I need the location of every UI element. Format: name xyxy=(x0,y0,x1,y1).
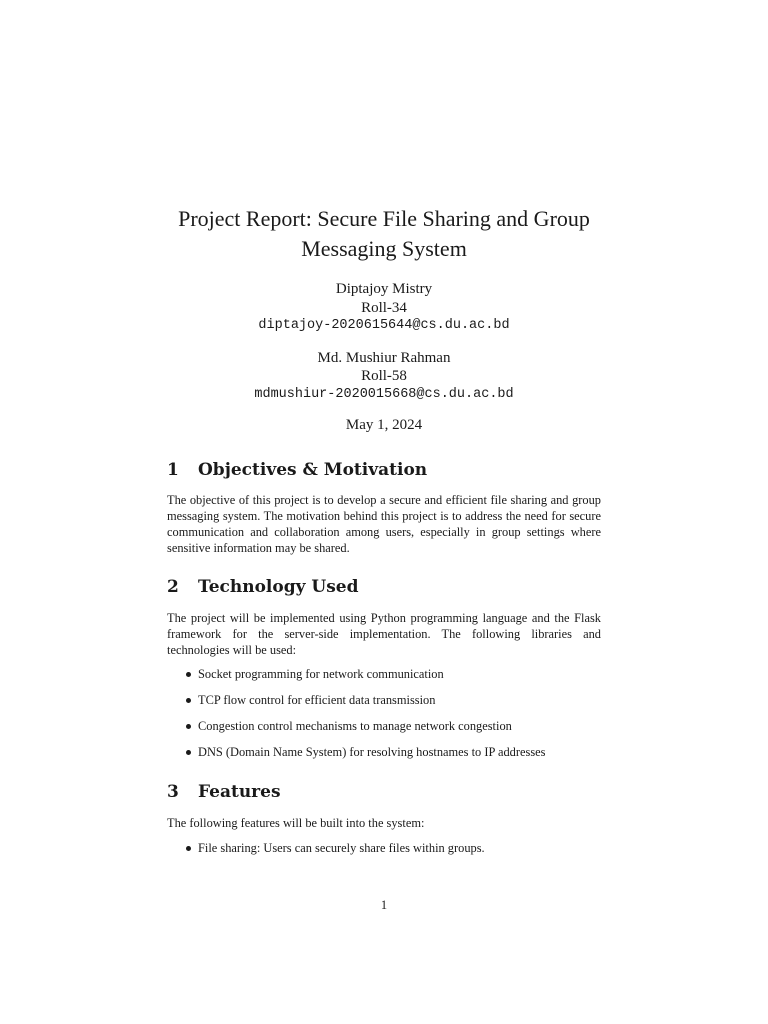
author-email: diptajoy-2020615644@cs.du.ac.bd xyxy=(258,318,510,333)
document-title: Project Report: Secure File Sharing and Group Messaging System xyxy=(178,206,590,261)
section-title: Features xyxy=(198,782,281,802)
bullet-icon xyxy=(186,672,191,677)
bullet-icon xyxy=(186,724,191,729)
author-roll: Roll-58 xyxy=(361,368,407,384)
section-technology-body xyxy=(167,610,601,658)
section-paragraph: The objective of this project is to develop a secure and efficient file sharing and group messaging system. The motivation behind this project is to address the need for secure communication and collaboration among users, especially in group settings where sensitive information may be shared. xyxy=(167,493,601,555)
title-block xyxy=(160,204,608,434)
section-features-body xyxy=(167,815,601,831)
section-technology xyxy=(167,576,601,598)
bullet-icon xyxy=(186,846,191,851)
author-name: Diptajoy Mistry xyxy=(335,281,433,297)
list-item: Congestion control mechanisms to manage network congestion xyxy=(167,718,601,734)
section-paragraph: The following features will be built into the system: xyxy=(167,816,425,830)
section-number: 3 xyxy=(167,782,179,802)
list-item: DNS (Domain Name System) for resolving hostnames to IP addresses xyxy=(167,744,601,760)
section-features xyxy=(167,781,601,803)
document-date: May 1, 2024 xyxy=(345,417,423,433)
author-roll: Roll-34 xyxy=(361,299,407,316)
page-number: 1 xyxy=(380,898,388,912)
list-item: File sharing: Users can securely share files within groups. xyxy=(167,840,601,856)
section-paragraph: The project will be implemented using Python programming language and the Flask framework for the server-side implementation. The following libraries and technologies will be used: xyxy=(167,611,601,657)
section-objectives-body xyxy=(167,492,601,556)
author-block xyxy=(160,349,608,405)
section-objectives xyxy=(167,459,601,481)
list-item: TCP flow control for efficient data transmission xyxy=(167,692,601,708)
list-item: Socket programming for network communication xyxy=(167,666,601,682)
features-list xyxy=(167,840,601,866)
bullet-icon xyxy=(186,750,191,755)
bullet-list xyxy=(167,840,601,856)
section-heading xyxy=(167,576,601,598)
author-block xyxy=(160,280,608,336)
bullet-icon xyxy=(186,698,191,703)
author-email: mdmushiur-2020015668@cs.du.ac.bd xyxy=(254,386,514,402)
section-heading xyxy=(167,459,601,481)
technology-list xyxy=(167,666,601,770)
section-number: 1 xyxy=(167,460,179,480)
author-name: Md. Mushiur Rahman xyxy=(317,349,451,366)
bullet-list xyxy=(167,666,601,760)
section-number: 2 xyxy=(167,577,179,597)
section-title: Technology Used xyxy=(198,577,359,597)
section-title: Objectives & Motivation xyxy=(198,460,428,480)
section-heading xyxy=(167,781,601,803)
